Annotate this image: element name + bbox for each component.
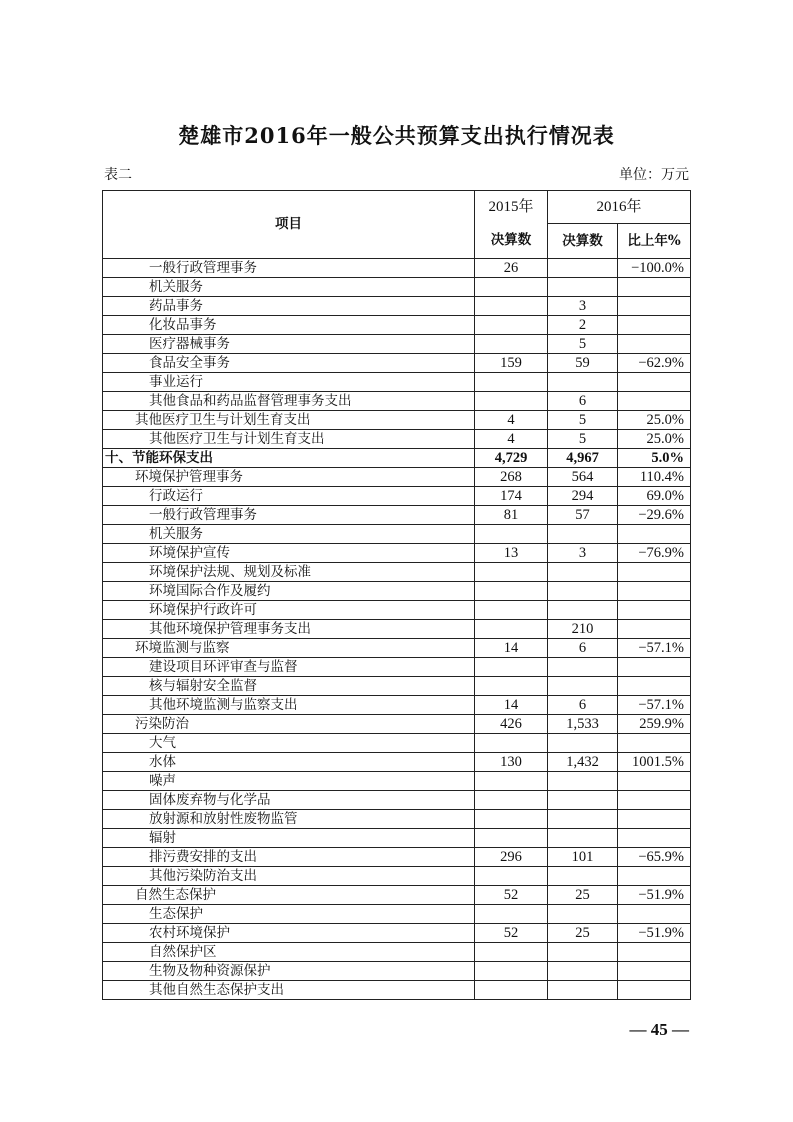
row-change-pct: 69.0% bbox=[618, 487, 691, 506]
row-2015-value bbox=[475, 373, 548, 392]
table-row bbox=[103, 810, 691, 829]
table-row bbox=[103, 297, 691, 316]
row-item-name: 其他自然生态保护支出 bbox=[103, 981, 475, 1000]
budget-table bbox=[102, 190, 691, 1000]
row-2016-value: 3 bbox=[548, 297, 618, 316]
row-change-pct bbox=[618, 297, 691, 316]
row-change-pct: −76.9% bbox=[618, 544, 691, 563]
row-item-name: 放射源和放射性废物监管 bbox=[103, 810, 475, 829]
row-2015-value bbox=[475, 962, 548, 981]
header-2015: 2015年 bbox=[475, 191, 548, 224]
row-change-pct bbox=[618, 563, 691, 582]
row-2016-value bbox=[548, 582, 618, 601]
table-row bbox=[103, 753, 691, 772]
row-change-pct bbox=[618, 791, 691, 810]
row-2016-value: 210 bbox=[548, 620, 618, 639]
table-row bbox=[103, 886, 691, 905]
row-2015-value bbox=[475, 867, 548, 886]
table-row bbox=[103, 905, 691, 924]
row-2016-value: 25 bbox=[548, 924, 618, 943]
row-change-pct: −51.9% bbox=[618, 924, 691, 943]
table-row bbox=[103, 981, 691, 1000]
row-2016-value bbox=[548, 867, 618, 886]
row-item-name: 环境保护宣传 bbox=[103, 544, 475, 563]
table-row bbox=[103, 525, 691, 544]
row-2015-value: 52 bbox=[475, 886, 548, 905]
row-2015-value: 13 bbox=[475, 544, 548, 563]
row-item-name: 医疗器械事务 bbox=[103, 335, 475, 354]
row-change-pct bbox=[618, 582, 691, 601]
row-2016-value bbox=[548, 810, 618, 829]
row-2016-value bbox=[548, 278, 618, 297]
table-row bbox=[103, 544, 691, 563]
table-row bbox=[103, 658, 691, 677]
row-2015-value bbox=[475, 658, 548, 677]
row-2015-value bbox=[475, 297, 548, 316]
row-2016-value: 101 bbox=[548, 848, 618, 867]
table-row bbox=[103, 392, 691, 411]
row-2016-value: 59 bbox=[548, 354, 618, 373]
row-2015-value bbox=[475, 734, 548, 753]
row-change-pct: 25.0% bbox=[618, 430, 691, 449]
row-change-pct bbox=[618, 734, 691, 753]
row-change-pct bbox=[618, 905, 691, 924]
row-2015-value: 159 bbox=[475, 354, 548, 373]
row-2016-value: 5 bbox=[548, 335, 618, 354]
table-row bbox=[103, 829, 691, 848]
row-2016-value: 6 bbox=[548, 696, 618, 715]
row-2015-value: 14 bbox=[475, 696, 548, 715]
row-item-name: 生物及物种资源保护 bbox=[103, 962, 475, 981]
row-2015-value bbox=[475, 316, 548, 335]
table-row bbox=[103, 259, 691, 278]
row-item-name: 其他医疗卫生与计划生育支出 bbox=[103, 411, 475, 430]
row-2015-value bbox=[475, 335, 548, 354]
row-2016-value bbox=[548, 734, 618, 753]
row-2015-value: 81 bbox=[475, 506, 548, 525]
row-2016-value bbox=[548, 772, 618, 791]
row-2016-value bbox=[548, 981, 618, 1000]
row-change-pct bbox=[618, 335, 691, 354]
row-change-pct bbox=[618, 525, 691, 544]
row-item-name: 自然生态保护 bbox=[103, 886, 475, 905]
row-change-pct bbox=[618, 867, 691, 886]
row-2015-value: 174 bbox=[475, 487, 548, 506]
table-row bbox=[103, 506, 691, 525]
row-2016-value bbox=[548, 677, 618, 696]
row-change-pct bbox=[618, 772, 691, 791]
row-2016-value bbox=[548, 373, 618, 392]
table-row bbox=[103, 411, 691, 430]
row-change-pct: −100.0% bbox=[618, 259, 691, 278]
row-2015-value bbox=[475, 278, 548, 297]
row-2016-value bbox=[548, 829, 618, 848]
row-2015-value: 14 bbox=[475, 639, 548, 658]
row-change-pct: 25.0% bbox=[618, 411, 691, 430]
row-change-pct: −57.1% bbox=[618, 696, 691, 715]
table-row bbox=[103, 962, 691, 981]
table-body bbox=[103, 259, 691, 1000]
unit-label: 单位：万元 bbox=[619, 167, 689, 183]
table-row bbox=[103, 468, 691, 487]
table-row bbox=[103, 791, 691, 810]
row-item-name: 其他食品和药品监督管理事务支出 bbox=[103, 392, 475, 411]
row-change-pct: −62.9% bbox=[618, 354, 691, 373]
table-row bbox=[103, 715, 691, 734]
table-row bbox=[103, 354, 691, 373]
row-2016-value bbox=[548, 525, 618, 544]
row-2015-value bbox=[475, 810, 548, 829]
row-2016-value: 1,533 bbox=[548, 715, 618, 734]
row-change-pct bbox=[618, 278, 691, 297]
row-2015-value bbox=[475, 943, 548, 962]
row-2015-value bbox=[475, 392, 548, 411]
table-row bbox=[103, 601, 691, 620]
header-change: 比上年% bbox=[618, 224, 691, 259]
row-item-name: 十、节能环保支出 bbox=[103, 449, 475, 468]
row-item-name: 环境监测与监察 bbox=[103, 639, 475, 658]
row-2015-value bbox=[475, 981, 548, 1000]
row-item-name: 排污费安排的支出 bbox=[103, 848, 475, 867]
row-2016-value: 294 bbox=[548, 487, 618, 506]
table-row bbox=[103, 924, 691, 943]
page-number: — 45 — bbox=[629, 1020, 689, 1039]
row-2016-value bbox=[548, 601, 618, 620]
row-change-pct: −51.9% bbox=[618, 886, 691, 905]
row-2016-value: 5 bbox=[548, 411, 618, 430]
row-item-name: 水体 bbox=[103, 753, 475, 772]
row-change-pct bbox=[618, 620, 691, 639]
table-row bbox=[103, 677, 691, 696]
row-change-pct: 5.0% bbox=[618, 449, 691, 468]
table-row bbox=[103, 430, 691, 449]
row-item-name: 事业运行 bbox=[103, 373, 475, 392]
row-change-pct bbox=[618, 829, 691, 848]
row-2016-value: 564 bbox=[548, 468, 618, 487]
row-item-name: 污染防治 bbox=[103, 715, 475, 734]
row-change-pct bbox=[618, 373, 691, 392]
table-row bbox=[103, 696, 691, 715]
row-2015-value: 4,729 bbox=[475, 449, 548, 468]
row-item-name: 化妆品事务 bbox=[103, 316, 475, 335]
row-2016-value: 6 bbox=[548, 392, 618, 411]
header-2016: 2016年 bbox=[548, 191, 691, 224]
header-2016-actual: 决算数 bbox=[548, 224, 618, 259]
row-item-name: 环境国际合作及履约 bbox=[103, 582, 475, 601]
row-change-pct: 110.4% bbox=[618, 468, 691, 487]
row-item-name: 药品事务 bbox=[103, 297, 475, 316]
row-item-name: 建设项目环评审查与监督 bbox=[103, 658, 475, 677]
row-item-name: 其他污染防治支出 bbox=[103, 867, 475, 886]
header-2015-actual: 决算数 bbox=[475, 224, 548, 259]
row-2016-value bbox=[548, 905, 618, 924]
row-item-name: 一般行政管理事务 bbox=[103, 506, 475, 525]
row-2015-value bbox=[475, 829, 548, 848]
row-2015-value bbox=[475, 905, 548, 924]
row-2015-value bbox=[475, 563, 548, 582]
row-item-name: 机关服务 bbox=[103, 525, 475, 544]
table-row bbox=[103, 335, 691, 354]
row-change-pct bbox=[618, 677, 691, 696]
row-item-name: 食品安全事务 bbox=[103, 354, 475, 373]
row-2016-value: 5 bbox=[548, 430, 618, 449]
row-change-pct bbox=[618, 962, 691, 981]
row-item-name: 其他医疗卫生与计划生育支出 bbox=[103, 430, 475, 449]
row-2015-value bbox=[475, 601, 548, 620]
row-item-name: 大气 bbox=[103, 734, 475, 753]
row-2016-value: 3 bbox=[548, 544, 618, 563]
row-2016-value: 1,432 bbox=[548, 753, 618, 772]
row-2015-value: 426 bbox=[475, 715, 548, 734]
row-change-pct bbox=[618, 981, 691, 1000]
row-2016-value bbox=[548, 259, 618, 278]
row-2016-value bbox=[548, 962, 618, 981]
row-2016-value: 2 bbox=[548, 316, 618, 335]
row-2016-value: 25 bbox=[548, 886, 618, 905]
table-row bbox=[103, 943, 691, 962]
row-2015-value: 296 bbox=[475, 848, 548, 867]
row-item-name: 环境保护管理事务 bbox=[103, 468, 475, 487]
table-row bbox=[103, 772, 691, 791]
table-row bbox=[103, 316, 691, 335]
row-item-name: 自然保护区 bbox=[103, 943, 475, 962]
row-change-pct: −29.6% bbox=[618, 506, 691, 525]
row-2015-value bbox=[475, 620, 548, 639]
row-item-name: 辐射 bbox=[103, 829, 475, 848]
row-2016-value: 4,967 bbox=[548, 449, 618, 468]
table-number: 表二 bbox=[104, 167, 132, 183]
row-item-name: 一般行政管理事务 bbox=[103, 259, 475, 278]
row-2015-value bbox=[475, 582, 548, 601]
table-row bbox=[103, 449, 691, 468]
row-change-pct bbox=[618, 316, 691, 335]
row-item-name: 生态保护 bbox=[103, 905, 475, 924]
row-2016-value bbox=[548, 791, 618, 810]
table-row bbox=[103, 278, 691, 297]
row-item-name: 行政运行 bbox=[103, 487, 475, 506]
table-row bbox=[103, 639, 691, 658]
row-item-name: 核与辐射安全监督 bbox=[103, 677, 475, 696]
header-item: 项目 bbox=[103, 191, 475, 259]
row-change-pct: −65.9% bbox=[618, 848, 691, 867]
row-change-pct bbox=[618, 392, 691, 411]
row-change-pct bbox=[618, 943, 691, 962]
row-item-name: 其他环境保护管理事务支出 bbox=[103, 620, 475, 639]
table-row bbox=[103, 563, 691, 582]
table-row bbox=[103, 620, 691, 639]
row-change-pct: 259.9% bbox=[618, 715, 691, 734]
row-item-name: 环境保护行政许可 bbox=[103, 601, 475, 620]
row-item-name: 其他环境监测与监察支出 bbox=[103, 696, 475, 715]
row-change-pct: −57.1% bbox=[618, 639, 691, 658]
row-item-name: 固体废弃物与化学品 bbox=[103, 791, 475, 810]
row-2015-value: 4 bbox=[475, 411, 548, 430]
table-row bbox=[103, 848, 691, 867]
row-item-name: 环境保护法规、规划及标准 bbox=[103, 563, 475, 582]
row-2016-value: 57 bbox=[548, 506, 618, 525]
row-2016-value bbox=[548, 943, 618, 962]
row-2015-value bbox=[475, 791, 548, 810]
row-2015-value: 26 bbox=[475, 259, 548, 278]
table-row bbox=[103, 373, 691, 392]
table-row bbox=[103, 734, 691, 753]
row-2015-value bbox=[475, 677, 548, 696]
page-title: 楚雄市2016年一般公共预算支出执行情况表 bbox=[178, 123, 615, 148]
row-change-pct bbox=[618, 810, 691, 829]
row-item-name: 噪声 bbox=[103, 772, 475, 791]
row-2015-value: 130 bbox=[475, 753, 548, 772]
table-row bbox=[103, 582, 691, 601]
row-2015-value: 268 bbox=[475, 468, 548, 487]
table-row bbox=[103, 487, 691, 506]
row-item-name: 农村环境保护 bbox=[103, 924, 475, 943]
row-2015-value bbox=[475, 772, 548, 791]
row-2016-value: 6 bbox=[548, 639, 618, 658]
table-row bbox=[103, 867, 691, 886]
row-item-name: 机关服务 bbox=[103, 278, 475, 297]
row-2015-value: 4 bbox=[475, 430, 548, 449]
row-2016-value bbox=[548, 658, 618, 677]
row-change-pct bbox=[618, 601, 691, 620]
row-2015-value: 52 bbox=[475, 924, 548, 943]
row-2016-value bbox=[548, 563, 618, 582]
row-change-pct bbox=[618, 658, 691, 677]
row-2015-value bbox=[475, 525, 548, 544]
row-change-pct: 1001.5% bbox=[618, 753, 691, 772]
